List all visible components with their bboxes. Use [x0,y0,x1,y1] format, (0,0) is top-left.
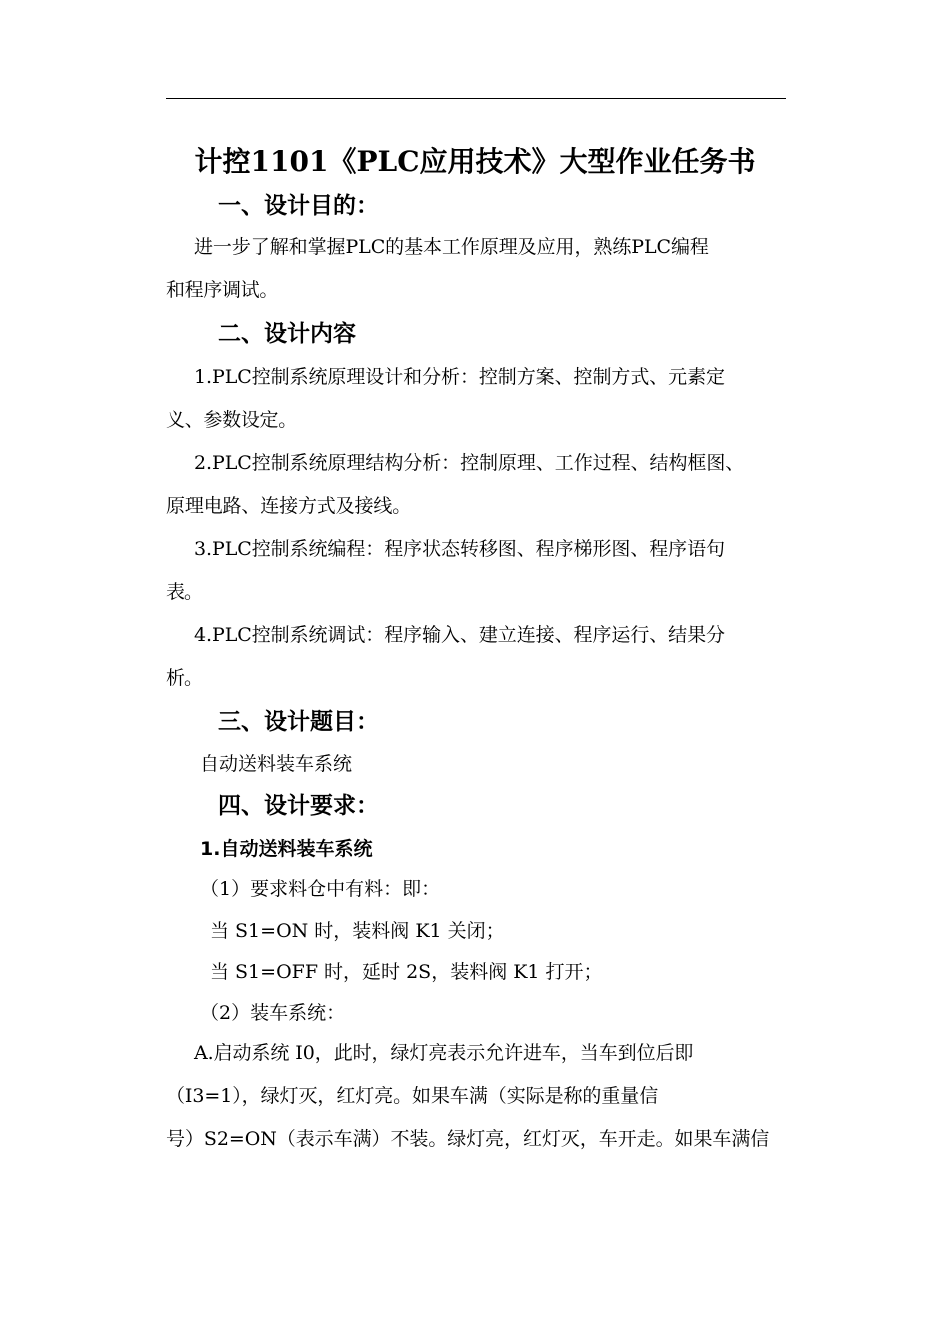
paragraph-line: 义、参数设定。 [166,409,297,431]
purpose-paragraph [166,226,786,312]
topic-text: 自动送料装车系统 [200,753,353,775]
content-item-1 [166,356,786,442]
section-heading-requirements: 四、设计要求： [218,793,379,819]
section-heading-purpose: 一、设计目的： [218,193,379,219]
requirement-1b: 当 S1=OFF 时，延时 2S，装料阀 K1 打开； [210,961,603,983]
paragraph-line: 1.PLC控制系统原理设计和分析：控制方案、控制方式、元素定 [194,366,725,388]
paragraph-line: A.启动系统 I0，此时，绿灯亮表示允许进车，当车到位后即 [194,1042,694,1064]
header-rule [166,98,786,99]
paragraph-line: 进一步了解和掌握PLC的基本工作原理及应用，熟练PLC编程 [194,236,709,258]
paragraph-line: 析。 [166,667,203,689]
paragraph-line: 号）S2=ON（表示车满）不装。绿灯亮，红灯灭，车开走。如果车满信 [166,1128,770,1150]
content-item-3 [166,528,786,614]
paragraph-line: 2.PLC控制系统原理结构分析：控制原理、工作过程、结构框图、 [194,452,745,474]
content-item-2 [166,442,786,528]
paragraph-line: 4.PLC控制系统调试：程序输入、建立连接、程序运行、结果分 [194,624,725,646]
paragraph-line: （I3=1），绿灯灭，红灯亮。如果车满（实际是称的重量信 [166,1085,659,1107]
requirement-2-paragraph [166,1032,786,1161]
paragraph-line: 表。 [166,581,203,603]
content-item-4 [166,614,786,700]
paragraph-line: 和程序调试。 [166,279,279,301]
section-heading-topic: 三、设计题目： [218,709,379,735]
requirement-subheading: 1.自动送料装车系统 [200,838,373,860]
requirement-1: （1）要求料仓中有料：即： [200,878,441,900]
requirement-1a: 当 S1=ON 时，装料阀 K1 关闭； [210,920,505,942]
section-heading-content: 二、设计内容 [218,321,356,347]
document-title: 计控1101《PLC应用技术》大型作业任务书 [194,145,756,178]
paragraph-line: 3.PLC控制系统编程：程序状态转移图、程序梯形图、程序语句 [194,538,725,560]
requirement-2: （2）装车系统： [200,1002,346,1024]
paragraph-line: 原理电路、连接方式及接线。 [166,495,412,517]
